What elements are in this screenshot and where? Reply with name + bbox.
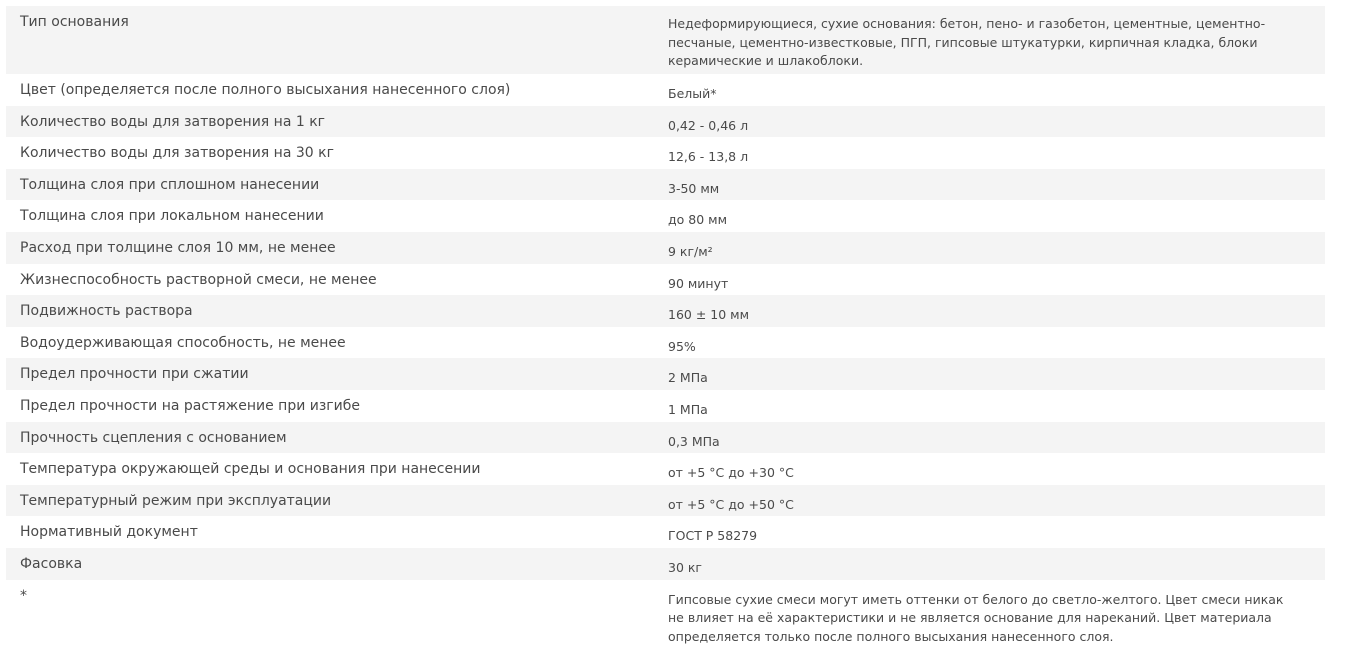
spec-label: * bbox=[20, 587, 27, 604]
spec-row bbox=[6, 516, 1325, 548]
spec-label: Количество воды для затворения на 30 кг bbox=[20, 145, 334, 162]
spec-label: Подвижность раствора bbox=[20, 303, 193, 320]
spec-value: 95% bbox=[668, 338, 696, 354]
spec-label: Водоудерживающая способность, не менее bbox=[20, 334, 346, 351]
spec-value: ГОСТ Р 58279 bbox=[668, 528, 758, 544]
spec-row bbox=[6, 106, 1325, 138]
spec-value: 9 кг/м² bbox=[668, 243, 713, 259]
spec-label: Температура окружающей среды и основания при нанесении bbox=[20, 461, 481, 478]
spec-value: 1 МПа bbox=[668, 401, 708, 417]
spec-label: Толщина слоя при локальном нанесении bbox=[20, 208, 324, 225]
spec-value: Гипсовые сухие смеси могут иметь оттенки от белого до светло-желтого. Цвет смеси никак не влияет на её характеристики и не является основание для нареканий. Цвет материала определяется только после полного высыхания нанесенного слоя. bbox=[668, 591, 1284, 644]
spec-row bbox=[6, 548, 1325, 580]
spec-value: Недеформирующиеся, сухие основания: бетон, пено- и газобетон, цементные, цементно-песчаные, цементно-известковые, ПГП, гипсовые штукатурки, кирпичная кладка, блоки керамические и шлакоблоки. bbox=[668, 16, 1266, 68]
spec-value: 2 МПа bbox=[668, 370, 708, 386]
spec-value: от +5 °С до +50 °С bbox=[668, 496, 794, 512]
spec-row bbox=[6, 358, 1325, 390]
spec-value: 160 ± 10 мм bbox=[668, 307, 750, 323]
spec-label: Температурный режим при эксплуатации bbox=[20, 492, 332, 509]
spec-label: Жизнеспособность растворной смеси, не менее bbox=[20, 271, 377, 288]
spec-row bbox=[6, 453, 1325, 485]
spec-row bbox=[6, 137, 1325, 169]
spec-row bbox=[6, 169, 1325, 201]
spec-row bbox=[6, 232, 1325, 264]
spec-row bbox=[6, 327, 1325, 359]
spec-row bbox=[6, 6, 1325, 74]
spec-row bbox=[6, 390, 1325, 422]
spec-row bbox=[6, 264, 1325, 296]
spec-value: 0,3 МПа bbox=[668, 433, 720, 449]
spec-label: Нормативный документ bbox=[20, 524, 198, 541]
spec-label: Количество воды для затворения на 1 кг bbox=[20, 113, 326, 130]
spec-label: Предел прочности при сжатии bbox=[20, 366, 249, 383]
spec-value: до 80 мм bbox=[668, 212, 728, 228]
spec-label: Предел прочности на растяжение при изгибе bbox=[20, 397, 361, 414]
spec-label: Тип основания bbox=[20, 14, 129, 30]
spec-value: 3-50 мм bbox=[668, 180, 720, 196]
spec-label: Фасовка bbox=[20, 555, 83, 572]
spec-value: от +5 °С до +30 °С bbox=[668, 465, 794, 481]
spec-row bbox=[6, 422, 1325, 454]
spec-row bbox=[6, 485, 1325, 517]
spec-value: 30 кг bbox=[668, 559, 702, 575]
spec-row bbox=[6, 580, 1325, 648]
spec-label: Цвет (определяется после полного высыхания нанесенного слоя) bbox=[20, 82, 511, 98]
spec-value: Белый* bbox=[668, 86, 717, 101]
spec-row bbox=[6, 295, 1325, 327]
spec-row bbox=[6, 200, 1325, 232]
spec-label: Расход при толщине слоя 10 мм, не менее bbox=[20, 239, 336, 256]
spec-value: 0,42 - 0,46 л bbox=[668, 117, 749, 133]
spec-label: Прочность сцепления с основанием bbox=[20, 429, 287, 446]
spec-value: 90 минут bbox=[668, 275, 729, 291]
spec-value: 12,6 - 13,8 л bbox=[668, 149, 749, 165]
spec-table bbox=[6, 6, 1325, 648]
spec-label: Толщина слоя при сплошном нанесении bbox=[20, 176, 320, 193]
spec-row bbox=[6, 74, 1325, 106]
